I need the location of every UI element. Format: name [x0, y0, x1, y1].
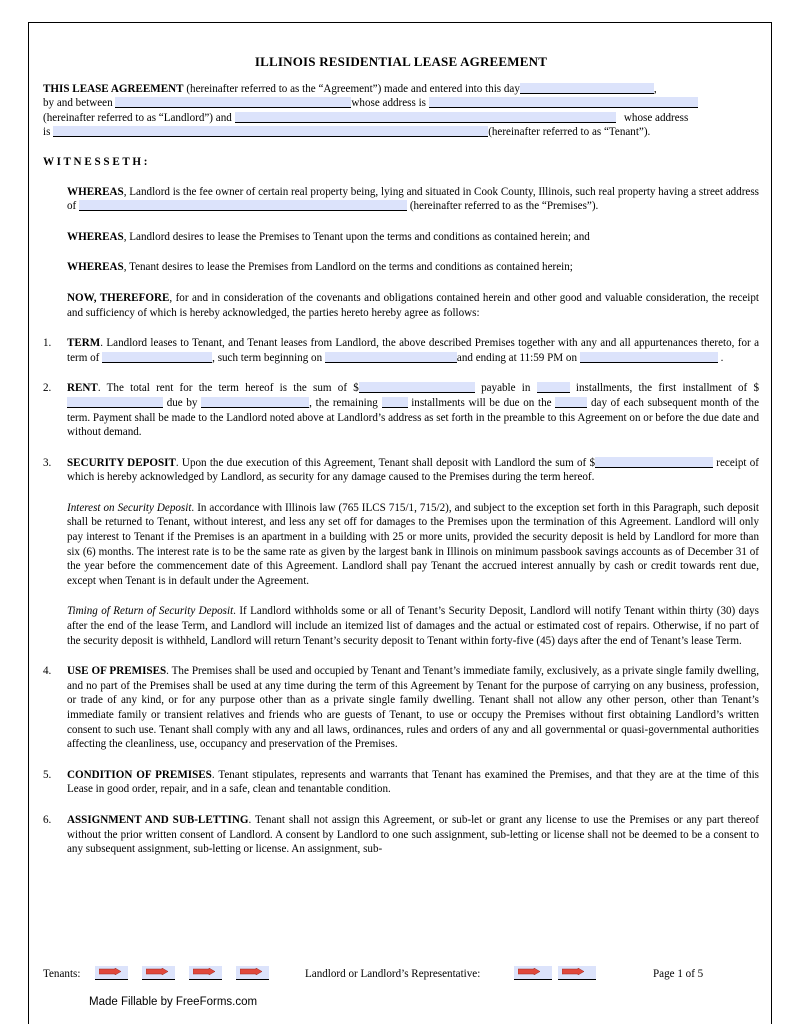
lease-term-field[interactable] [102, 352, 212, 363]
whereas-paragraph-1: WHEREAS, Landlord is the fee owner of certain real property being, lying and situated in Cook County, Illinois, such real property having a street address of (hereinafter referred to as the “Premises”). [67, 185, 759, 213]
agreement-date-field[interactable] [520, 83, 654, 94]
witnesseth-heading: W I T N E S S E T H : [43, 155, 148, 168]
total-rent-field[interactable] [359, 382, 475, 393]
document-page [28, 22, 772, 1024]
installments-count-field[interactable] [537, 382, 570, 393]
tenant-name-field[interactable] [235, 112, 616, 123]
page-footer [43, 966, 759, 982]
term-start-field[interactable] [325, 352, 457, 363]
page-number: Page 1 of 5 [653, 968, 704, 980]
landlord-initials-2[interactable] [558, 966, 596, 980]
sign-here-arrow-icon [518, 968, 540, 975]
document-content [43, 55, 759, 857]
tenant-address-field[interactable] [53, 126, 488, 137]
tenant-initials-3[interactable] [189, 966, 222, 980]
sign-here-arrow-icon [193, 968, 215, 975]
sign-here-arrow-icon [240, 968, 262, 975]
section-security-deposit: 3. SECURITY DEPOSIT. Upon the due execution of this Agreement, Tenant shall deposit with Landlord the sum of $ receipt of which is hereby acknowledged by Landlord, as security for any damage caused to the Premises during the term hereof. [43, 456, 759, 484]
remaining-installments-field[interactable] [382, 397, 408, 408]
first-due-date-field[interactable] [201, 397, 309, 408]
whereas-paragraph-2: WHEREAS, Landlord desires to lease the Premises to Tenant upon the terms and conditions as contained herein; and [67, 230, 590, 243]
timing-paragraph: Timing of Return of Security Deposit. If Landlord withholds some or all of Tenant’s Security Deposit, Landlord will notify Tenant within thirty (30) days after the end of the lease Term, and Landlord will include an itemized list of damages and the actual or estimated cost of repairs. Otherwise, if no part of the security deposit is withheld, Landlord will return Tenant’s security deposit to Tenant within forty-five (45) days after the end of Tenant’s lease Term. [67, 605, 759, 647]
landlord-name-field[interactable] [115, 97, 351, 108]
section-rent: 2. RENT. The total rent for the term hereof is the sum of $ payable in installments, the first installment of $ due by , the remaining installments will be due on the day of each subsequent month of the term. Payment shall be made to the Landlord noted above at Landlord’s address as set forth in the preamble to this Agreement on or before the due date and without demand. [43, 382, 760, 439]
made-fillable-credit: Made Fillable by FreeForms.com [89, 996, 258, 1008]
first-installment-field[interactable] [67, 397, 163, 408]
sign-here-arrow-icon [99, 968, 121, 975]
intro-paragraph: THIS LEASE AGREEMENT (hereinafter referred to as the “Agreement”) made and entered into this day , by and between whose address is (hereinafter referred to as “Landlord”) and whose address is (hereinafter referred to as “Tenant”). [43, 82, 759, 140]
landlord-rep-label: Landlord or Landlord’s Representative: [305, 968, 481, 980]
section-use-of-premises: 4. USE OF PREMISES. The Premises shall be used and occupied by Tenant and Tenant’s immediate family, exclusively, as a private single family dwelling, and no part of the Premises shall be used at any time during the term of this Agreement by Tenant for the purpose of carrying on any business, profession, or trade of any kind, or for any purpose other than as a private single family dwelling. Tenant shall not allow any other person, other than Tenant’s immediate family or transient relatives and friends who are guests of Tenant, to use or occupy the Premises without first obtaining Landlord’s written consent to such use. Tenant shall comply with any and all laws, ordinances, rules and orders of any and all governmental or quasi-governmental authorities affecting the cleanliness, use, occupancy and preservation of the Premises. [43, 665, 759, 751]
landlord-address-field[interactable] [429, 97, 698, 108]
tenant-initials-2[interactable] [142, 966, 175, 980]
whereas-paragraph-3: WHEREAS, Tenant desires to lease the Premises from Landlord on the terms and conditions as contained herein; [67, 261, 573, 274]
tenant-initials-1[interactable] [95, 966, 128, 980]
document-title: ILLINOIS RESIDENTIAL LEASE AGREEMENT [254, 54, 548, 69]
section-term: 1. TERM. Landlord leases to Tenant, and Tenant leases from Landlord, the above described Premises together with any and all appurtenances thereto, for a term of , such term beginning on and ending at 11:59 PM on . [43, 337, 759, 364]
landlord-initials-1[interactable] [514, 966, 552, 980]
term-end-field[interactable] [580, 352, 718, 363]
due-day-field[interactable] [555, 397, 587, 408]
premises-address-field[interactable] [79, 200, 407, 211]
tenant-initials-4[interactable] [236, 966, 269, 980]
tenants-label: Tenants: [43, 968, 81, 980]
security-deposit-field[interactable] [595, 457, 713, 468]
section-assignment: 6. ASSIGNMENT AND SUB-LETTING. Tenant shall not assign this Agreement, or sub-let or grant any license to use the Premises or any part thereof without the prior written consent of Landlord. A consent by Landlord to one such assignment, sub-letting or license shall not be deemed to be a consent to any subsequent assignment, sub-letting or license. An assignment, sub- [43, 813, 759, 856]
now-therefore-paragraph: NOW, THEREFORE, for and in consideration of the covenants and obligations contained herein and other good and valuable consideration, the receipt and sufficiency of which is hereby acknowledged, the parties hereto hereby agree as follows: [67, 291, 760, 319]
sign-here-arrow-icon [562, 968, 584, 975]
section-condition-of-premises: 5. CONDITION OF PREMISES. Tenant stipulates, represents and warrants that Tenant has examined the Premises, and that they are at the time of this Lease in good order, repair, and in a safe, clean and tenantable condition. [43, 768, 759, 796]
sign-here-arrow-icon [146, 968, 168, 975]
interest-paragraph: Interest on Security Deposit. In accordance with Illinois law (765 ILCS 715/1, 715/2), and subject to the exception set forth in this Paragraph, such deposit shall be returned to Tenant, without interest, and less any set off for damages to the Premises upon the termination of this Agreement. Landlord will only pay interest to Tenant if the Premises is an apartment in a building with 25 or more units, provided the security deposit is held by Landlord for more than six (6) months. The interest rate is to be the same rate as given by the largest bank in Illinois on minimum passbook savings accounts as of December 31 of the year before the commencement date of this Agreement. Landlord shall pay Tenant the accrued interest annually by cash or credit towards rent due, except when Tenant is in default under the Agreement. [67, 501, 759, 587]
